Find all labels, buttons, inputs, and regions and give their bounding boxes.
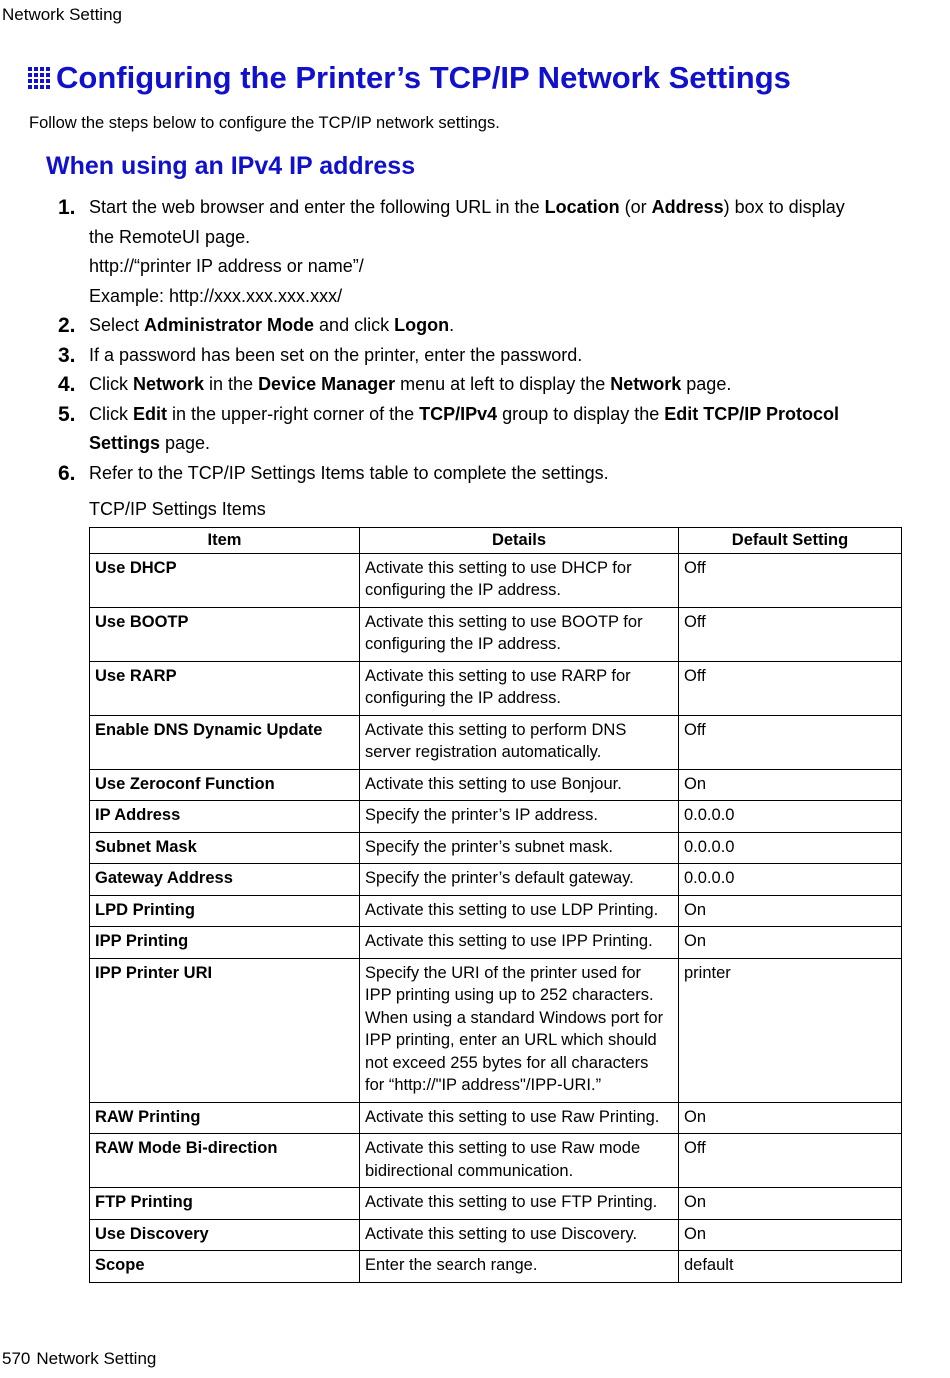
details-line: Specify the URI of the printer used for	[365, 963, 642, 982]
cell-details	[360, 801, 679, 833]
details-line: Specify the printer’s default gateway.	[365, 869, 634, 887]
ui-term: Settings	[89, 433, 161, 453]
cell-item: Use Discovery	[90, 1219, 360, 1251]
step-number: 2.	[58, 314, 76, 337]
table-row	[90, 661, 902, 715]
table-row	[90, 927, 902, 959]
cell-default: On	[679, 1219, 902, 1251]
cell-details	[360, 607, 679, 661]
cell-item: Subnet Mask	[90, 832, 360, 864]
table-row	[90, 864, 902, 896]
table-row	[90, 801, 902, 833]
details-line: configuring the IP address.	[365, 635, 561, 653]
cell-item: IP Address	[90, 801, 360, 833]
step-item	[58, 341, 908, 371]
column-header-default: Default Setting	[679, 528, 902, 554]
cell-default: Off	[679, 715, 902, 769]
table-row	[90, 1219, 902, 1251]
table-row	[90, 958, 902, 1102]
cell-default: On	[679, 1188, 902, 1220]
step-line: Settings page.	[89, 433, 211, 453]
cell-details	[360, 958, 679, 1102]
details-line: Activate this setting to use Bonjour.	[365, 774, 622, 793]
cell-default: Off	[679, 1134, 902, 1188]
settings-table	[89, 527, 902, 1283]
step-text	[89, 370, 908, 400]
step-number: 6.	[58, 461, 76, 485]
cell-item: Use Zeroconf Function	[90, 769, 360, 801]
cell-default: On	[679, 927, 902, 959]
cell-default: Off	[679, 607, 902, 661]
cell-details	[360, 1219, 679, 1251]
cell-default: 0.0.0.0	[679, 801, 902, 833]
step-text	[89, 193, 908, 311]
cell-details	[360, 832, 679, 864]
page-title	[28, 60, 791, 96]
table-row	[90, 769, 902, 801]
details-line: Activate this setting to use IPP Printing.	[365, 932, 653, 950]
table-row	[90, 832, 902, 864]
details-line: not exceed 255 bytes for all characters	[365, 1053, 649, 1072]
table-caption: TCP/IP Settings Items	[89, 499, 266, 519]
cell-details	[360, 1188, 679, 1220]
step-item	[58, 370, 908, 400]
section-heading: When using an IPv4 IP address	[46, 152, 416, 180]
cell-details	[360, 1102, 679, 1134]
running-header: Network Setting	[2, 5, 122, 24]
cell-item: RAW Printing	[90, 1102, 360, 1134]
ui-term: Device Manager	[258, 374, 396, 394]
cell-item: Enable DNS Dynamic Update	[90, 715, 360, 769]
step-item	[58, 459, 908, 489]
footer-section: Network Setting	[36, 1349, 157, 1368]
table-row	[90, 1134, 902, 1188]
ui-term: Network	[133, 374, 205, 394]
cell-default: On	[679, 769, 902, 801]
cell-details	[360, 864, 679, 896]
page-footer	[2, 1349, 162, 1369]
step-text	[89, 311, 908, 341]
column-header-details: Details	[360, 528, 679, 554]
cell-item: Use RARP	[90, 661, 360, 715]
details-line: Activate this setting to use BOOTP for	[365, 612, 643, 631]
step-number: 3.	[58, 343, 76, 367]
ui-term: Edit TCP/IP Protocol	[664, 403, 839, 424]
step-line: Refer to the TCP/IP Settings Items table to complete the settings.	[89, 462, 609, 483]
table-row	[90, 895, 902, 927]
table-row	[90, 1102, 902, 1134]
cell-details	[360, 1134, 679, 1188]
cell-details	[360, 895, 679, 927]
cell-item: IPP Printer URI	[90, 958, 360, 1102]
step-text	[89, 341, 908, 371]
cell-default: printer	[679, 958, 902, 1102]
cell-item: LPD Printing	[90, 895, 360, 927]
cell-details	[360, 553, 679, 607]
details-line: Enter the search range.	[365, 1256, 538, 1274]
cell-item: IPP Printing	[90, 927, 360, 959]
cell-item: FTP Printing	[90, 1188, 360, 1220]
cell-item: RAW Mode Bi-direction	[90, 1134, 360, 1188]
details-line: configuring the IP address.	[365, 581, 561, 599]
cell-default: 0.0.0.0	[679, 832, 902, 864]
ui-term: Address	[651, 197, 724, 217]
details-line: Activate this setting to use FTP Printing.	[365, 1193, 658, 1211]
details-line: Specify the printer’s IP address.	[365, 806, 598, 824]
step-line: If a password has been set on the printer, enter the password.	[89, 344, 583, 365]
details-line: server registration automatically.	[365, 743, 602, 761]
step-text	[89, 459, 908, 489]
page-title-text: Configuring the Printer’s TCP/IP Network Settings	[56, 60, 791, 95]
cell-default: Off	[679, 661, 902, 715]
table-row	[90, 553, 902, 607]
step-number: 5.	[58, 402, 76, 426]
page-number: 570	[2, 1349, 31, 1368]
details-line: Activate this setting to perform DNS	[365, 720, 627, 739]
details-line: When using a standard Windows port for	[365, 1008, 664, 1027]
cell-default: On	[679, 895, 902, 927]
step-line: the RemoteUI page.	[89, 226, 251, 247]
cell-details	[360, 661, 679, 715]
ui-term: Logon	[394, 315, 450, 335]
details-line: Activate this setting to use Raw Printing.	[365, 1107, 660, 1126]
cell-item: Use BOOTP	[90, 607, 360, 661]
table-row	[90, 1251, 902, 1283]
column-header-item: Item	[90, 528, 360, 554]
step-item	[58, 400, 908, 459]
step-text	[89, 400, 908, 459]
cell-details	[360, 715, 679, 769]
cell-default: Off	[679, 553, 902, 607]
step-line: Example: http://xxx.xxx.xxx.xxx/	[89, 285, 343, 306]
details-line: for “http://"IP address"/IPP-URI.”	[365, 1076, 602, 1094]
table-header-row	[90, 528, 902, 554]
ui-term: Network	[610, 374, 682, 394]
cell-details	[360, 927, 679, 959]
ui-term: Administrator Mode	[144, 315, 315, 335]
step-line: Click Edit in the upper-right corner of the TCP/IPv4 group to display the Edit TCP/IP Protocol	[89, 403, 839, 424]
details-line: Activate this setting to use Discovery.	[365, 1224, 638, 1243]
step-list	[58, 193, 908, 488]
step-number: 1.	[58, 196, 76, 219]
cell-details	[360, 769, 679, 801]
step-item	[58, 311, 908, 341]
details-line: Activate this setting to use Raw mode	[365, 1139, 641, 1157]
details-line: Activate this setting to use RARP for	[365, 666, 631, 685]
step-line: Click Network in the Device Manager menu at left to display the Network page.	[89, 374, 732, 394]
details-line: IPP printing using up to 252 characters.	[365, 986, 654, 1004]
cell-default: default	[679, 1251, 902, 1283]
cell-default: On	[679, 1102, 902, 1134]
ui-term: Edit	[133, 403, 167, 424]
table-row	[90, 607, 902, 661]
ui-term: Location	[544, 197, 620, 217]
cell-item: Gateway Address	[90, 864, 360, 896]
step-line: Start the web browser and enter the following URL in the Location (or Address) box to display	[89, 197, 845, 217]
step-item	[58, 193, 908, 311]
cell-item: Use DHCP	[90, 553, 360, 607]
step-line: http://“printer IP address or name”/	[89, 256, 364, 276]
details-line: configuring the IP address.	[365, 689, 561, 707]
details-line: Specify the printer’s subnet mask.	[365, 837, 613, 856]
cell-default: 0.0.0.0	[679, 864, 902, 896]
details-line: bidirectional communication.	[365, 1161, 574, 1180]
details-line: IPP printing, enter an URL which should	[365, 1031, 657, 1049]
details-line: Activate this setting to use DHCP for	[365, 558, 632, 577]
step-line: Select Administrator Mode and click Logon.	[89, 315, 455, 335]
cell-details	[360, 1251, 679, 1283]
ui-term: TCP/IPv4	[419, 403, 498, 424]
intro-text: Follow the steps below to configure the TCP/IP network settings.	[29, 114, 500, 132]
grid-icon	[28, 67, 50, 89]
table-row	[90, 1188, 902, 1220]
cell-item: Scope	[90, 1251, 360, 1283]
table-row	[90, 715, 902, 769]
details-line: Activate this setting to use LDP Printing.	[365, 900, 659, 919]
step-number: 4.	[58, 373, 76, 396]
